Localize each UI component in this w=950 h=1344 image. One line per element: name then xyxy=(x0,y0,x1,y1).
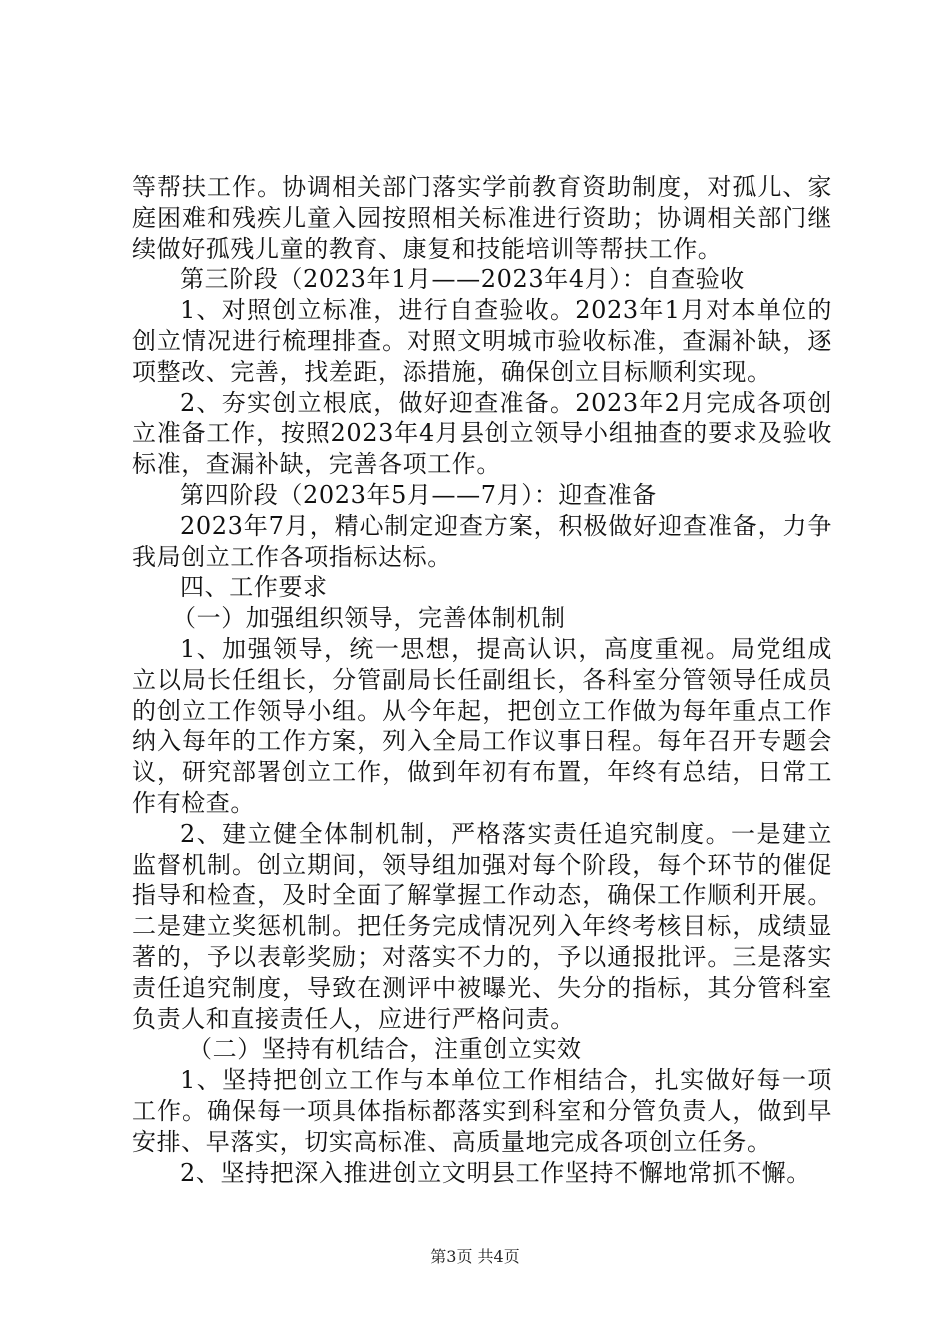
paragraph-phase-3-item-2: 2、夯实创立根底，做好迎查准备。2023年2月完成各项创立准备工作，按照2023年4月县创立领导小组抽查的要求及验收标准，查漏补缺，完善各项工作。 xyxy=(132,388,832,479)
paragraph-requirement-2-item-1: 1、坚持把创立工作与本单位工作相结合，扎实做好每一项工作。确保每一项具体指标都落实到科室和分管负责人，做到早安排、早落实，切实高标准、高质量地完成各项创立任务。 xyxy=(132,1066,832,1156)
document-body xyxy=(132,172,832,1188)
subsection-heading-1: （一）加强组织领导，完善体制机制 xyxy=(172,604,566,633)
paragraph-requirement-1-item-2: 2、建立健全体制机制，严格落实责任追究制度。一是建立监督机制。创立期间，领导组加强对每个阶段，每个环节的催促指导和检查，及时全面了解掌握工作动态，确保工作顺利开展。二是建立奖惩机制。把任务完成情况列入年终考核目标，成绩显著的，予以表彰奖励；对落实不力的，予以通报批评。三是落实责任追究制度，导致在测评中被曝光、失分的指标，其分管科室负责人和直接责任人，应进行严格问责。 xyxy=(132,819,832,1033)
paragraph-phase-4: 2023年7月，精心制定迎查方案，积极做好迎查准备，力争我局创立工作各项指标达标。 xyxy=(132,511,832,571)
paragraph-requirement-1-item-1: 1、加强领导，统一思想，提高认识，高度重视。局党组成立以局长任组长，分管副局长任副组长，各科室分管领导任成员的创立工作领导小组。从今年起，把创立工作做为每年重点工作纳入每年的工作方案，列入全局工作议事日程。每年召开专题会议，研究部署创立工作，做到年初有布置，年终有总结，日常工作有检查。 xyxy=(132,634,832,817)
paragraph-continuation: 等帮扶工作。协调相关部门落实学前教育资助制度，对孤儿、家庭困难和残疾儿童入园按照相关标准进行资助；协调相关部门继续做好孤残儿童的教育、康复和技能培训等帮扶工作。 xyxy=(132,173,832,263)
section-heading-phase-3: 第三阶段（2023年1月——2023年4月）：自查验收 xyxy=(180,265,745,294)
section-heading-requirements: 四、工作要求 xyxy=(180,573,328,602)
section-heading-phase-4: 第四阶段（2023年5月——7月）：迎查准备 xyxy=(180,480,657,509)
subsection-heading-2: （二）坚持有机结合，注重创立实效 xyxy=(188,1035,582,1064)
page-footer: 第3页 共4页 xyxy=(430,1247,520,1266)
paragraph-requirement-2-item-2: 2、坚持把深入推进创立文明县工作坚持不懈地常抓不懈。 xyxy=(180,1158,811,1187)
paragraph-phase-3-item-1: 1、对照创立标准，进行自查验收。2023年1月对本单位的创立情况进行梳理排查。对照文明城市验收标准，查漏补缺，逐项整改、完善，找差距，添措施，确保创立目标顺利实现。 xyxy=(132,296,832,386)
